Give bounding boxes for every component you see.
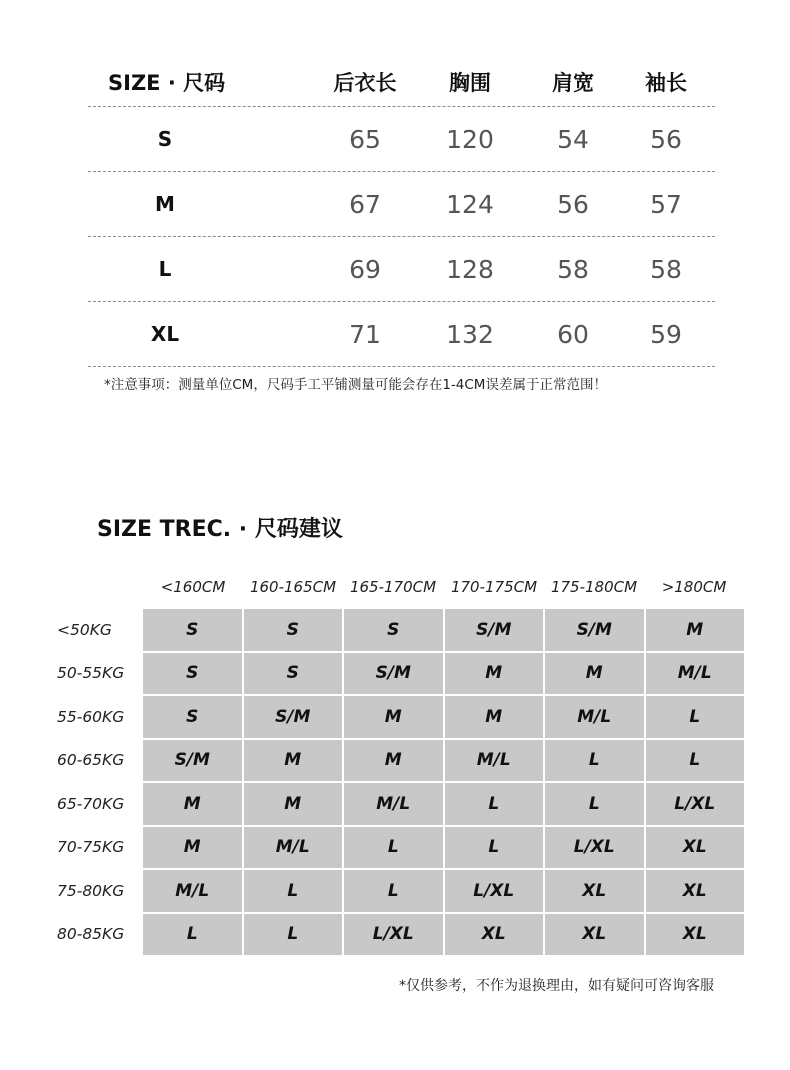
- grid-cell: L: [445, 827, 544, 869]
- weight-header: 75-80KG: [57, 881, 125, 900]
- size-label: XL: [150, 322, 180, 346]
- grid-cell: M: [143, 783, 242, 825]
- shoulder-value: 58: [557, 254, 589, 284]
- grid-cell: L: [143, 914, 242, 956]
- header-shoulder: 肩宽: [552, 71, 594, 95]
- header-chest: 胸围: [449, 71, 491, 95]
- back-length-value: 69: [349, 254, 381, 284]
- chest-value: 120: [446, 124, 494, 154]
- grid-cell: M: [646, 609, 745, 651]
- grid-cell: M: [344, 696, 443, 738]
- table-row: [88, 172, 715, 237]
- grid-cell: M: [545, 653, 644, 695]
- grid-cell: M/L: [646, 653, 745, 695]
- sleeve-value: 59: [650, 319, 682, 349]
- grid-cell: XL: [646, 827, 745, 869]
- weight-header: 65-70KG: [57, 794, 125, 813]
- weight-header: 80-85KG: [57, 925, 125, 943]
- grid-cell: L: [344, 870, 443, 912]
- grid-cell: L: [646, 740, 745, 782]
- grid-cell: S: [143, 609, 242, 651]
- grid-cell: M/L: [445, 740, 544, 782]
- grid-cell: S/M: [344, 653, 443, 695]
- grid-cell: L: [545, 740, 644, 782]
- back-length-value: 65: [349, 124, 381, 154]
- shoulder-value: 56: [557, 189, 589, 219]
- grid-cell: S: [244, 653, 343, 695]
- header-sleeve: 袖长: [645, 71, 687, 95]
- weight-header: 70-75KG: [57, 838, 125, 856]
- size-label: M: [155, 192, 175, 216]
- height-header: <160CM: [160, 578, 226, 596]
- height-header: >180CM: [661, 578, 727, 596]
- weight-header: 55-60KG: [57, 707, 125, 726]
- height-header: 165-170CM: [349, 578, 437, 596]
- grid-cell: XL: [545, 870, 644, 912]
- grid-row: [143, 827, 744, 869]
- grid-cell: L/XL: [344, 914, 443, 956]
- measurement-note: *注意事项：测量单位CM，尺码手工平铺测量可能会存在1-4CM误差属于正常范围！: [104, 377, 607, 393]
- grid-cell: S: [143, 696, 242, 738]
- grid-cell: S/M: [445, 609, 544, 651]
- grid-cell: M/L: [244, 827, 343, 869]
- grid-cell: L/XL: [646, 783, 745, 825]
- grid-cell: L: [244, 870, 343, 912]
- grid-cell: S: [143, 653, 242, 695]
- grid-cell: M: [344, 740, 443, 782]
- grid-cell: L: [344, 827, 443, 869]
- recommendation-title: SIZE TREC. · 尺码建议: [97, 517, 343, 542]
- grid-cell: S/M: [143, 740, 242, 782]
- grid-cell: M: [143, 827, 242, 869]
- grid-row: [143, 653, 744, 695]
- grid-cell: XL: [646, 870, 745, 912]
- grid-cell: XL: [646, 914, 745, 956]
- header-size: SIZE · 尺码: [108, 71, 226, 95]
- grid-row: [143, 783, 744, 825]
- grid-row: [143, 696, 744, 738]
- shoulder-value: 54: [557, 124, 589, 154]
- shoulder-value: 60: [557, 319, 589, 349]
- grid-cell: M/L: [143, 870, 242, 912]
- grid-cell: L/XL: [445, 870, 544, 912]
- table-row: [88, 107, 715, 172]
- sleeve-value: 57: [650, 189, 682, 219]
- sleeve-value: 56: [650, 124, 682, 154]
- grid-cell: M: [445, 696, 544, 738]
- grid-cell: L: [545, 783, 644, 825]
- header-back-length: 后衣长: [333, 71, 397, 95]
- grid-row: [143, 740, 744, 782]
- grid-cell: XL: [545, 914, 644, 956]
- chest-value: 132: [446, 319, 494, 349]
- grid-cell: L/XL: [545, 827, 644, 869]
- chest-value: 128: [446, 254, 494, 284]
- height-header: 170-175CM: [450, 578, 538, 596]
- back-length-value: 71: [349, 319, 381, 349]
- grid-row: [143, 914, 744, 956]
- size-table: [88, 58, 715, 367]
- grid-cell: M/L: [545, 696, 644, 738]
- table-row: [88, 237, 715, 302]
- grid-cell: L: [646, 696, 745, 738]
- reference-note: *仅供参考，不作为退换理由，如有疑问可咨询客服: [399, 978, 714, 994]
- grid-cell: M/L: [344, 783, 443, 825]
- grid-cell: L: [244, 914, 343, 956]
- grid-cell: M: [244, 740, 343, 782]
- grid-cell: S: [244, 609, 343, 651]
- height-header: 160-165CM: [249, 578, 337, 596]
- weight-header: <50KG: [57, 620, 112, 639]
- grid-cell: M: [244, 783, 343, 825]
- weight-header: 50-55KG: [57, 664, 125, 682]
- grid-cell: S/M: [244, 696, 343, 738]
- grid-cell: S/M: [545, 609, 644, 651]
- size-label: L: [158, 257, 172, 281]
- grid-cell: XL: [445, 914, 544, 956]
- chest-value: 124: [446, 189, 494, 219]
- grid-row: [143, 609, 744, 651]
- sleeve-value: 58: [650, 254, 682, 284]
- recommendation-grid: [143, 609, 744, 957]
- grid-cell: S: [344, 609, 443, 651]
- size-table-header: [88, 58, 715, 107]
- grid-row: [143, 870, 744, 912]
- weight-header: 60-65KG: [57, 751, 125, 769]
- grid-cell: M: [445, 653, 544, 695]
- height-header: 175-180CM: [550, 578, 638, 596]
- size-label: S: [157, 127, 173, 151]
- grid-cell: L: [445, 783, 544, 825]
- table-row: [88, 302, 715, 367]
- back-length-value: 67: [349, 189, 381, 219]
